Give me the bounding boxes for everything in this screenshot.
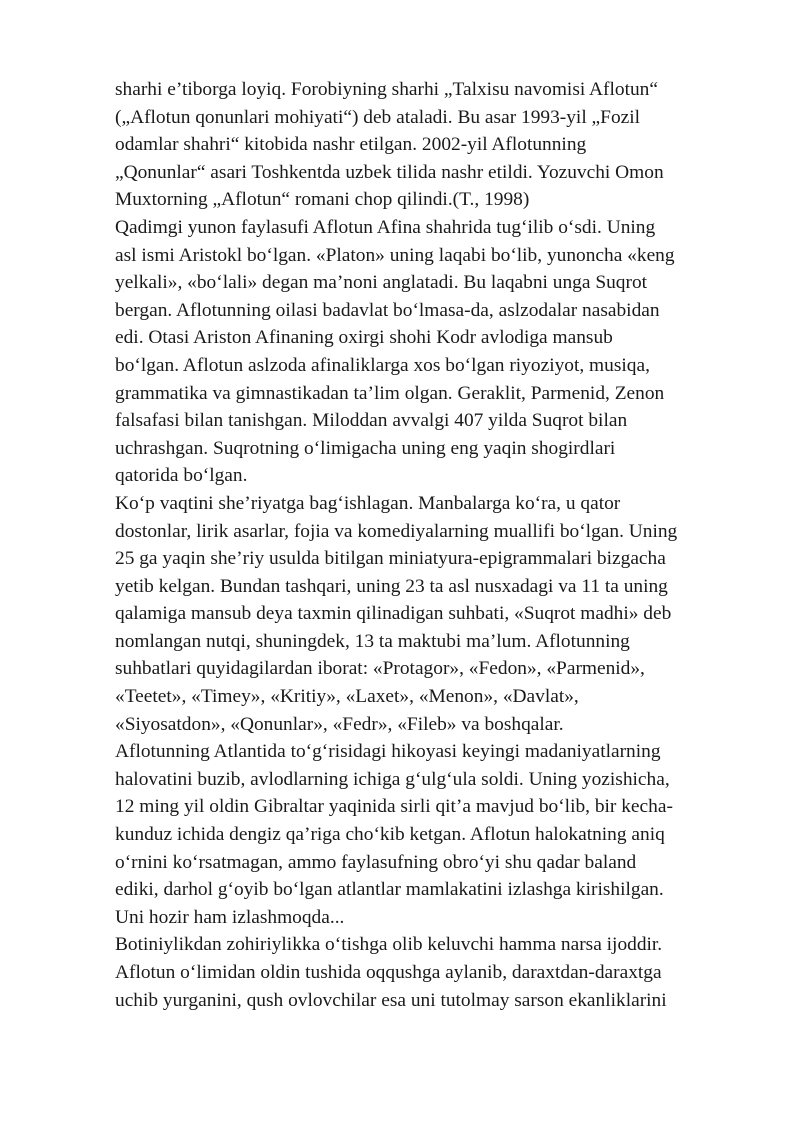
text-line: suhbatlari quyidagilardan iborat: «Protagor», «Fedon», «Parmenid», xyxy=(115,658,645,680)
text-line: qalamiga mansub deya taxmin qilinadigan suhbati, «Suqrot madhi» deb xyxy=(115,603,672,625)
text-line: „Qonunlar“ asari Toshkentda uzbek tilida nashr etildi. Yozuvchi Omon xyxy=(115,161,664,183)
document-body xyxy=(115,76,747,1014)
text-line: asl ismi Aristokl bo‘lgan. «Platon» uning laqabi bo‘lib, yunoncha «keng xyxy=(115,244,675,266)
text-line: o‘rnini ko‘rsatmagan, ammo faylasufning obro‘yi shu qadar baland xyxy=(115,851,637,873)
text-line: dostonlar, lirik asarlar, fojia va komediyalarning muallifi bo‘lgan. Uning xyxy=(115,520,678,542)
text-line: Botiniylikdan zohiriylikka o‘tishga olib keluvchi hamma narsa ijoddir. xyxy=(115,934,663,956)
text-line: qatorida bo‘lgan. xyxy=(115,465,248,487)
text-line: «Siyosatdon», «Qonunlar», «Fedr», «Fileb» va boshqalar. xyxy=(115,713,564,735)
text-line: nomlangan nutqi, shuningdek, 13 ta maktubi ma’lum. Aflotunning xyxy=(115,630,630,652)
text-line: Aflotunning Atlantida to‘g‘risidagi hikoyasi keyingi madaniyatlarning xyxy=(115,741,661,763)
text-line: uchrashgan. Suqrotning o‘limigacha uning eng yaqin shogirdlari xyxy=(115,437,616,459)
text-line: 12 ming yil oldin Gibraltar yaqinida sirli qit’a mavjud bo‘lib, bir kecha- xyxy=(115,796,673,818)
text-line: 25 ga yaqin she’riy usulda bitilgan miniatyura-epigrammalari bizgacha xyxy=(115,548,666,570)
text-line: sharhi e’tiborga loyiq. Forobiyning sharhi „Talxisu navomisi Aflotun“ xyxy=(115,79,658,100)
text-line: yetib kelgan. Bundan tashqari, uning 23 ta asl nusxadagi va 11 ta uning xyxy=(115,575,668,597)
text-line: «Teetet», «Timey», «Kritiy», «Laxet», «Menon», «Davlat», xyxy=(115,686,579,708)
text-line: bergan. Aflotunning oilasi badavlat bo‘lmasa-da, aslzodalar nasabidan xyxy=(115,299,660,321)
text-line: ediki, darhol g‘oyib bo‘lgan atlantlar mamlakatini izlashga kirishilgan. xyxy=(115,879,664,901)
text-line: falsafasi bilan tanishgan. Miloddan avvalgi 407 yilda Suqrot bilan xyxy=(115,410,628,432)
text-line: Muxtorning „Aflotun“ romani chop qilindi.(T., 1998) xyxy=(115,189,530,211)
text-line: yelkali», «bo‘lali» degan ma’noni anglatadi. Bu laqabni unga Suqrot xyxy=(115,272,648,294)
text-line: uchib yurganini, qush ovlovchilar esa uni tutolmay sarson ekanliklarini xyxy=(115,989,667,1011)
text-line: kunduz ichida dengiz qa’riga cho‘kib ketgan. Aflotun halokatning aniq xyxy=(115,824,665,846)
text-line: Uni hozir ham izlashmoqda... xyxy=(115,906,345,928)
text-line: bo‘lgan. Aflotun aslzoda afinaliklarga xos bo‘lgan riyoziyot, musiqa, xyxy=(115,354,650,376)
text-line: odamlar shahri“ kitobida nashr etilgan. 2002-yil Aflotunning xyxy=(115,134,587,156)
text-line: Aflotun o‘limidan oldin tushida oqqushga aylanib, daraxtdan-daraxtga xyxy=(115,962,662,983)
text-line: Ko‘p vaqtini she’riyatga bag‘ishlagan. Manbalarga ko‘ra, u qator xyxy=(115,492,621,514)
text-line: halovatini buzib, avlodlarning ichiga g‘ulg‘ula soldi. Uning yozishicha, xyxy=(115,768,670,790)
text-line: Qadimgi yunon faylasufi Aflotun Afina shahrida tug‘ilib o‘sdi. Uning xyxy=(115,216,656,238)
text-line: grammatika va gimnastikadan ta’lim olgan. Geraklit, Parmenid, Zenon xyxy=(115,382,665,404)
text-line: edi. Otasi Ariston Afinaning oxirgi shohi Kodr avlodiga mansub xyxy=(115,327,613,349)
text-line: („Aflotun qonunlari mohiyati“) deb ataladi. Bu asar 1993-yil „Fozil xyxy=(115,106,641,128)
